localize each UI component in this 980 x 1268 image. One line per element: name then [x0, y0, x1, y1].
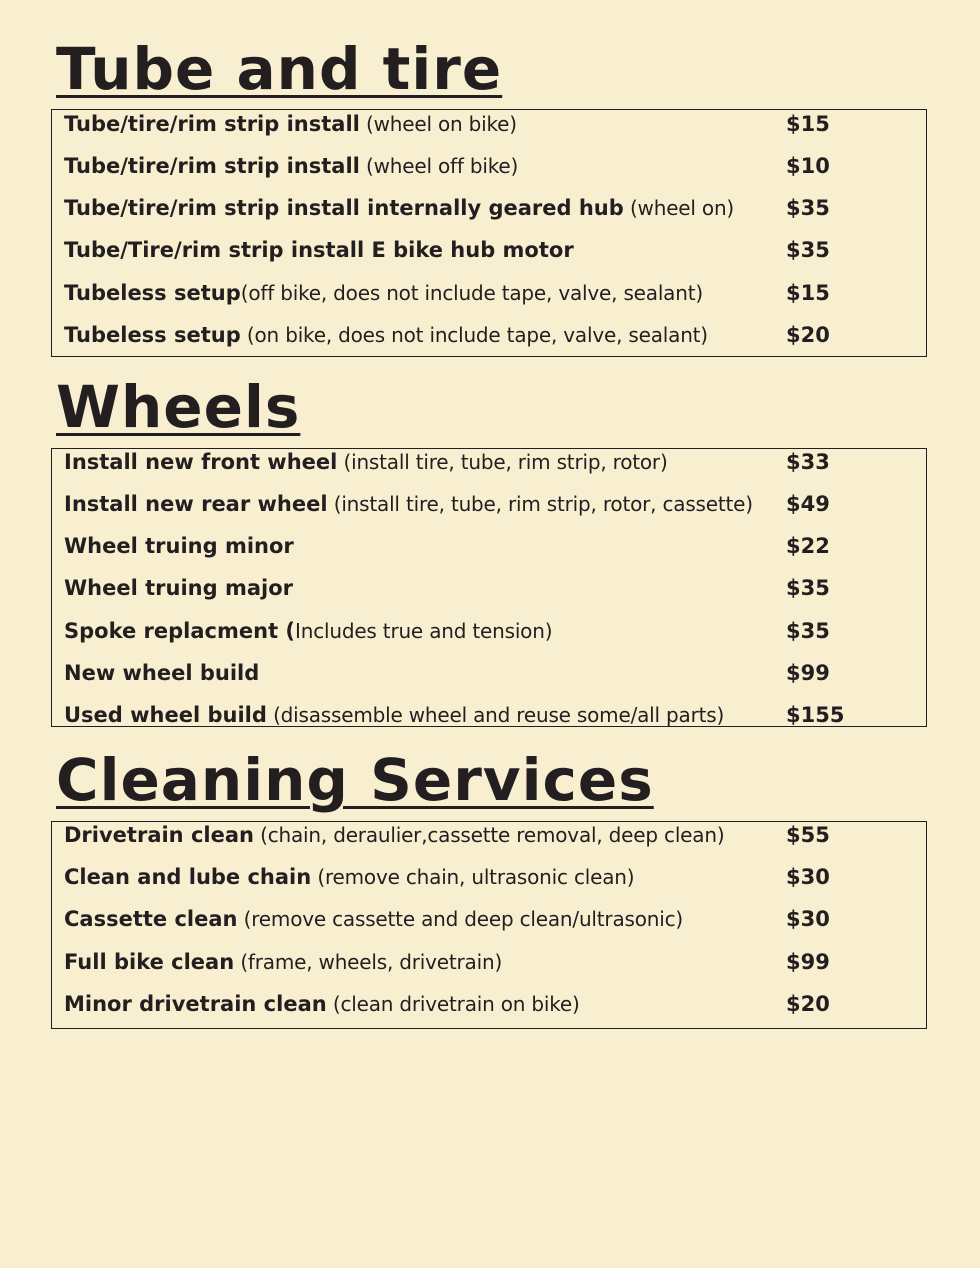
- price-list-tube-and-tire: [51, 109, 927, 357]
- service-name: Used wheel build: [64, 703, 267, 727]
- service-name: Tube/Tire/rim strip install E bike hub motor: [64, 238, 574, 262]
- price-row: [64, 947, 926, 977]
- service-name: Spoke replacment (: [64, 619, 296, 643]
- price-row: [64, 278, 926, 308]
- service-note: (chain, deraulier,cassette removal, deep clean): [253, 823, 725, 847]
- price-row: [64, 904, 926, 934]
- service-name: Clean and lube chain: [64, 865, 312, 889]
- service-note: (wheel on bike): [359, 112, 517, 136]
- service-price: $49: [786, 492, 830, 516]
- price-row: [64, 109, 926, 139]
- service-price: $99: [786, 661, 830, 685]
- service-price: $99: [786, 950, 830, 974]
- service-name: Install new front wheel: [64, 450, 338, 474]
- service-price: $30: [786, 865, 830, 889]
- service-price: $15: [786, 112, 830, 136]
- price-row: [64, 447, 926, 477]
- section-heading-tube-and-tire: Tube and tire: [56, 35, 503, 103]
- price-row: [64, 531, 926, 561]
- service-name: Tube/tire/rim strip install internally geared hub: [64, 196, 624, 220]
- service-price: $55: [786, 823, 830, 847]
- service-price: $35: [786, 576, 830, 600]
- service-name: Minor drivetrain clean: [64, 992, 327, 1016]
- service-name: Tubeless setup: [64, 281, 241, 305]
- price-row: [64, 235, 926, 265]
- section-heading-cleaning-services: Cleaning Services: [56, 746, 654, 814]
- price-row: [64, 862, 926, 892]
- price-row: [64, 573, 926, 603]
- service-note: (install tire, tube, rim strip, rotor, cassette): [327, 492, 753, 516]
- price-row: [64, 320, 926, 350]
- service-note: (remove cassette and deep clean/ultrasonic): [237, 907, 683, 931]
- service-price: $155: [786, 703, 845, 727]
- service-price: $10: [786, 154, 830, 178]
- service-note: (remove chain, ultrasonic clean): [311, 865, 635, 889]
- service-name: Tube/tire/rim strip install: [64, 112, 360, 136]
- service-name: Full bike clean: [64, 950, 235, 974]
- service-price: $30: [786, 907, 830, 931]
- service-note: (frame, wheels, drivetrain): [234, 950, 503, 974]
- service-name: Tube/tire/rim strip install: [64, 154, 360, 178]
- service-name: Install new rear wheel: [64, 492, 328, 516]
- service-name: Tubeless setup: [64, 323, 241, 347]
- price-row: [64, 700, 926, 730]
- price-row: [64, 193, 926, 223]
- price-row: [64, 989, 926, 1019]
- service-price: $22: [786, 534, 830, 558]
- service-name: Drivetrain clean: [64, 823, 254, 847]
- service-note: (on bike, does not include tape, valve, sealant): [240, 323, 708, 347]
- service-price: $20: [786, 992, 830, 1016]
- price-row: [64, 658, 926, 688]
- service-note: (off bike, does not include tape, valve, sealant): [240, 281, 703, 305]
- service-note: (clean drivetrain on bike): [326, 992, 580, 1016]
- service-name: Wheel truing major: [64, 576, 293, 600]
- section-heading-wheels: Wheels: [56, 373, 301, 441]
- service-note: (wheel off bike): [359, 154, 519, 178]
- service-price: $35: [786, 619, 830, 643]
- price-row: [64, 616, 926, 646]
- price-row: [64, 820, 926, 850]
- service-price: $20: [786, 323, 830, 347]
- service-name: New wheel build: [64, 661, 260, 685]
- price-list-wheels: [51, 448, 927, 727]
- service-name: Cassette clean: [64, 907, 238, 931]
- price-list-cleaning-services: [51, 821, 927, 1029]
- service-note: Includes true and tension): [295, 619, 553, 643]
- service-price: $15: [786, 281, 830, 305]
- service-note: (wheel on): [623, 196, 735, 220]
- service-note: (install tire, tube, rim strip, rotor): [337, 450, 668, 474]
- price-row: [64, 489, 926, 519]
- service-name: Wheel truing minor: [64, 534, 294, 558]
- service-note: (disassemble wheel and reuse some/all parts): [266, 703, 725, 727]
- service-price: $35: [786, 238, 830, 262]
- service-price: $33: [786, 450, 830, 474]
- price-row: [64, 151, 926, 181]
- service-price: $35: [786, 196, 830, 220]
